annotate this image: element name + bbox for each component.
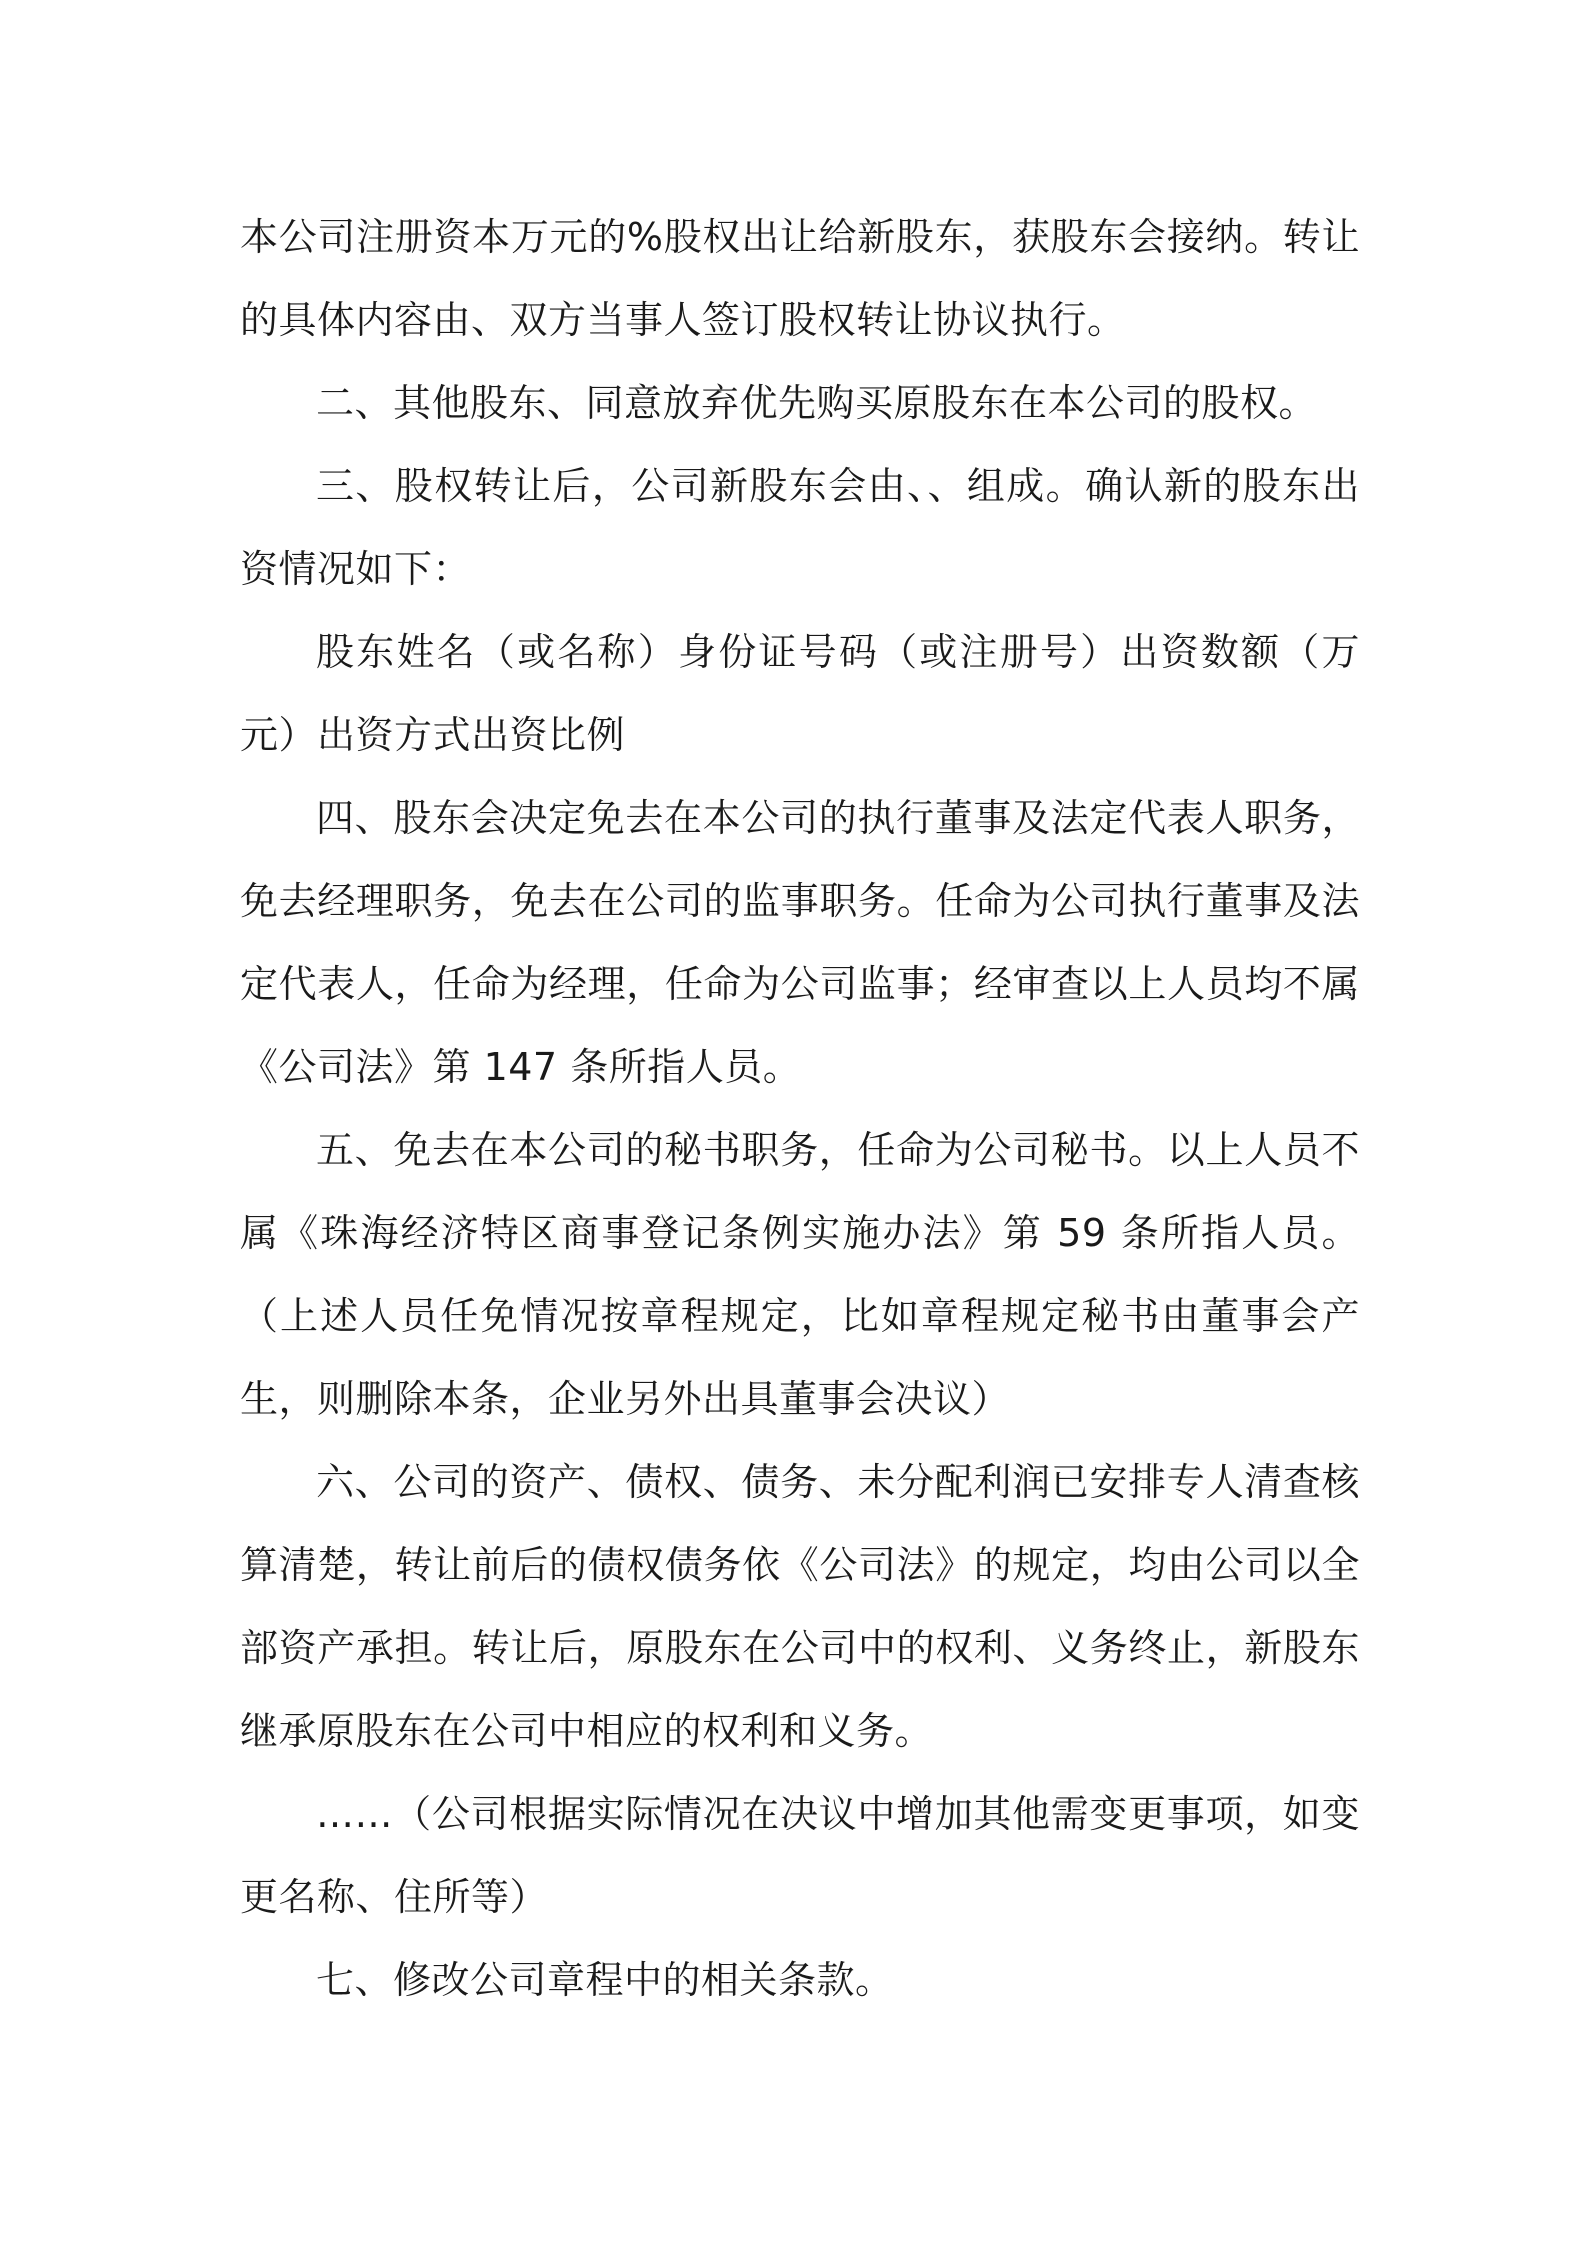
document-body <box>240 196 1360 2022</box>
paragraph-item-6: 六、公司的资产、债权、债务、未分配利润已安排专人清查核算清楚，转让前后的债权债务依《公司法》的规定，均由公司以全部资产承担。转让后，原股东在公司中的权利、义务终止，新股东继承原股东在公司中相应的权利和义务。 <box>240 1460 1360 1753</box>
paragraph-item-2: 二、其他股东、同意放弃优先购买原股东在本公司的股权。 <box>316 381 1318 425</box>
paragraph-item-4: 四、股东会决定免去在本公司的执行董事及法定代表人职务，免去经理职务，免去在公司的监事职务。任命为公司执行董事及法定代表人，任命为经理，任命为公司监事；经审查以上人员均不属《公司法》第 147 条所指人员。 <box>240 796 1360 1089</box>
paragraph-item-7: 七、修改公司章程中的相关条款。 <box>316 1958 894 2002</box>
paragraph-additional-items: ……（公司根据实际情况在决议中增加其他需变更事项，如变更名称、住所等） <box>240 1792 1360 1919</box>
paragraph-equity-transfer: 本公司注册资本万元的%股权出让给新股东，获股东会接纳。转让的具体内容由、双方当事人签订股权转让协议执行。 <box>240 215 1360 342</box>
paragraph-shareholder-columns: 股东姓名（或名称）身份证号码（或注册号）出资数额（万元）出资方式出资比例 <box>240 630 1360 757</box>
paragraph-item-3: 三、股权转让后，公司新股东会由、、组成。确认新的股东出资情况如下： <box>240 464 1360 591</box>
paragraph-item-5: 五、免去在本公司的秘书职务，任命为公司秘书。以上人员不属《珠海经济特区商事登记条例实施办法》第 59 条所指人员。（上述人员任免情况按章程规定，比如章程规定秘书由董事会产生，则删除本条，企业另外出具董事会决议） <box>240 1128 1360 1421</box>
